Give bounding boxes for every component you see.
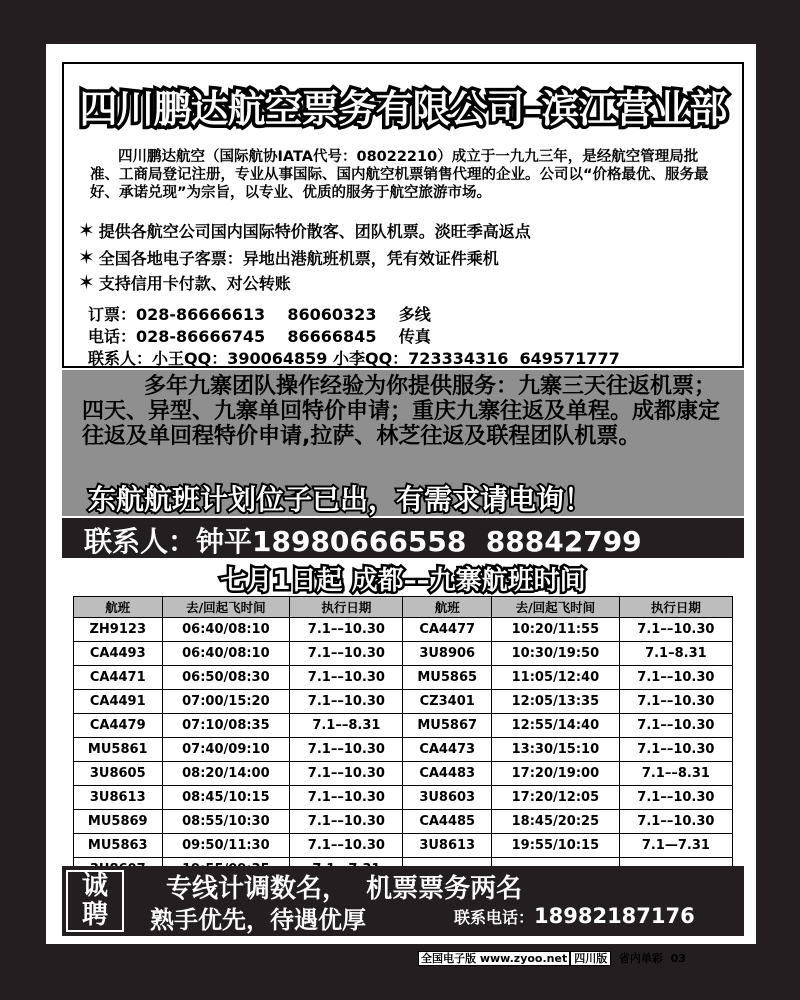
- table-cell: 7.1––8.31: [290, 714, 403, 738]
- flight-schedule-table: [73, 596, 733, 882]
- table-cell: 06:50/08:30: [162, 666, 290, 690]
- table-cell: CA4483: [403, 762, 492, 786]
- table-cell: 17:20/12:05: [491, 786, 619, 810]
- column-header: 去/回起飞时间: [162, 597, 290, 618]
- table-cell: 7.1––10.30: [619, 738, 732, 762]
- table-cell: 06:40/08:10: [162, 642, 290, 666]
- table-cell: 7.1––10.30: [290, 786, 403, 810]
- table-cell: 7.1––10.30: [290, 762, 403, 786]
- recruit-phone: 联系电话：18982187176: [454, 904, 695, 928]
- table-cell: 3U8906: [403, 642, 492, 666]
- column-header: 执行日期: [619, 597, 732, 618]
- table-row: [74, 810, 733, 834]
- column-header: 去/回起飞时间: [491, 597, 619, 618]
- table-row: [74, 642, 733, 666]
- table-row: [74, 738, 733, 762]
- table-cell: 18:45/20:25: [491, 810, 619, 834]
- contact-line-booking: 订票：028-86666613 86060323 多线: [88, 305, 431, 324]
- company-title: 四川鹏达航空票务有限公司–滨江营业部: [79, 87, 727, 131]
- page-number: 03: [670, 952, 686, 965]
- table-cell: 19:55/10:15: [491, 834, 619, 858]
- column-header: 航班: [74, 597, 163, 618]
- contact-line-phone: 电话：028-86666745 86666845 传真: [88, 327, 431, 346]
- table-cell: 06:40/08:10: [162, 618, 290, 642]
- table-cell: 7.1—7.31: [619, 834, 732, 858]
- table-cell: MU5865: [403, 666, 492, 690]
- table-cell: 7.1––10.30: [290, 738, 403, 762]
- table-cell: 7.1––10.30: [290, 810, 403, 834]
- table-cell: ZH9123: [74, 618, 163, 642]
- feature-item: ✶ 全国各地电子客票：异地出港航班机票，凭有效证件乘机: [78, 245, 499, 269]
- table-cell: 7.1––10.30: [619, 810, 732, 834]
- column-header: 执行日期: [290, 597, 403, 618]
- recruit-label: 诚 聘: [66, 870, 124, 932]
- table-cell: CA4491: [74, 690, 163, 714]
- schedule-title: 七月1日起 成都––九寨航班时间: [220, 566, 586, 596]
- star-icon: ✶: [78, 218, 95, 242]
- table-cell: 7.1––10.30: [290, 618, 403, 642]
- contact-person: 联系人：钟平18980666558 88842799: [84, 525, 642, 558]
- table-cell: 10:30/19:50: [491, 642, 619, 666]
- table-cell: 13:30/15:10: [491, 738, 619, 762]
- table-row: [74, 618, 733, 642]
- table-cell: 08:55/10:30: [162, 810, 290, 834]
- star-icon: ✶: [78, 270, 95, 294]
- table-cell: 17:20/19:00: [491, 762, 619, 786]
- table-cell: CA4479: [74, 714, 163, 738]
- table-cell: 12:55/14:40: [491, 714, 619, 738]
- table-row: [74, 786, 733, 810]
- table-header-row: [74, 597, 733, 618]
- table-cell: 7.1––10.30: [290, 834, 403, 858]
- column-header: 航班: [403, 597, 492, 618]
- table-cell: 09:50/11:30: [162, 834, 290, 858]
- table-cell: MU5861: [74, 738, 163, 762]
- recruit-benefits: 熟手优先，待遇优厚: [150, 906, 366, 934]
- table-cell: 11:05/12:40: [491, 666, 619, 690]
- table-cell: 08:45/10:15: [162, 786, 290, 810]
- table-row: [74, 666, 733, 690]
- table-cell: MU5869: [74, 810, 163, 834]
- table-cell: 7.1––10.30: [619, 666, 732, 690]
- table-cell: 7.1––10.30: [290, 666, 403, 690]
- table-cell: CA4473: [403, 738, 492, 762]
- table-cell: CA4485: [403, 810, 492, 834]
- table-cell: 07:00/15:20: [162, 690, 290, 714]
- table-cell: 7.1––10.30: [619, 618, 732, 642]
- feature-item: ✶ 提供各航空公司国内国际特价散客、团队机票。淡旺季高返点: [78, 218, 531, 242]
- footer: [418, 950, 686, 966]
- plan-notice: 东航航班计划位子已出，有需求请电询！: [88, 483, 593, 516]
- table-cell: 3U8613: [74, 786, 163, 810]
- contact-line-qq: 联系人：小王QQ：390064859 小李QQ：723334316 649571777: [88, 349, 620, 368]
- table-cell: CA4477: [403, 618, 492, 642]
- table-cell: CZ3401: [403, 690, 492, 714]
- table-row: [74, 714, 733, 738]
- table-row: [74, 762, 733, 786]
- table-cell: 08:20/14:00: [162, 762, 290, 786]
- company-intro: 四川鹏达航空（国际航协IATA代号：08022210）成立于一九九三年，是经航空管理局批准、工商局登记注册，专业从事国际、国内航空机票销售代理的企业。公司以“价格最优、服务最好、承诺兑现”为宗旨，以专业、优质的服务于航空旅游市场。: [90, 149, 709, 201]
- table-cell: 7.1–8.31: [619, 642, 732, 666]
- feature-item: ✶ 支持信用卡付款、对公转账: [78, 270, 291, 294]
- jiuzhai-text: 多年九寨团队操作经验为你提供服务：九寨三天往返机票；四天、异型、九寨单回特价申请；重庆九寨往返及单程。成都康定往返及单回程特价申请,拉萨、林芝往返及联程团队机票。: [82, 374, 721, 449]
- table-cell: 12:05/13:35: [491, 690, 619, 714]
- footer-province: 四川版: [570, 951, 611, 966]
- table-cell: 3U8605: [74, 762, 163, 786]
- table-row: [74, 690, 733, 714]
- recruit-positions: 专线计调数名， 机票票务两名: [166, 874, 523, 904]
- table-cell: 7.1––10.30: [290, 690, 403, 714]
- footer-edition: 全国电子版 www.zyoo.net: [418, 951, 570, 966]
- table-cell: 7.1––10.30: [619, 786, 732, 810]
- table-cell: 7.1––10.30: [619, 714, 732, 738]
- table-cell: 10:20/11:55: [491, 618, 619, 642]
- table-cell: CA4493: [74, 642, 163, 666]
- star-icon: ✶: [78, 245, 95, 269]
- table-body: [74, 618, 733, 882]
- table-cell: 07:40/09:10: [162, 738, 290, 762]
- table-cell: CA4471: [74, 666, 163, 690]
- table-cell: 7.1––10.30: [619, 690, 732, 714]
- table-cell: 7.1––10.30: [290, 642, 403, 666]
- footer-section: 省内单彩: [618, 952, 663, 965]
- table-cell: 3U8603: [403, 786, 492, 810]
- table-row: [74, 834, 733, 858]
- table-cell: 3U8613: [403, 834, 492, 858]
- table-cell: 7.1––8.31: [619, 762, 732, 786]
- table-cell: MU5867: [403, 714, 492, 738]
- table-cell: MU5863: [74, 834, 163, 858]
- table-cell: 07:10/08:35: [162, 714, 290, 738]
